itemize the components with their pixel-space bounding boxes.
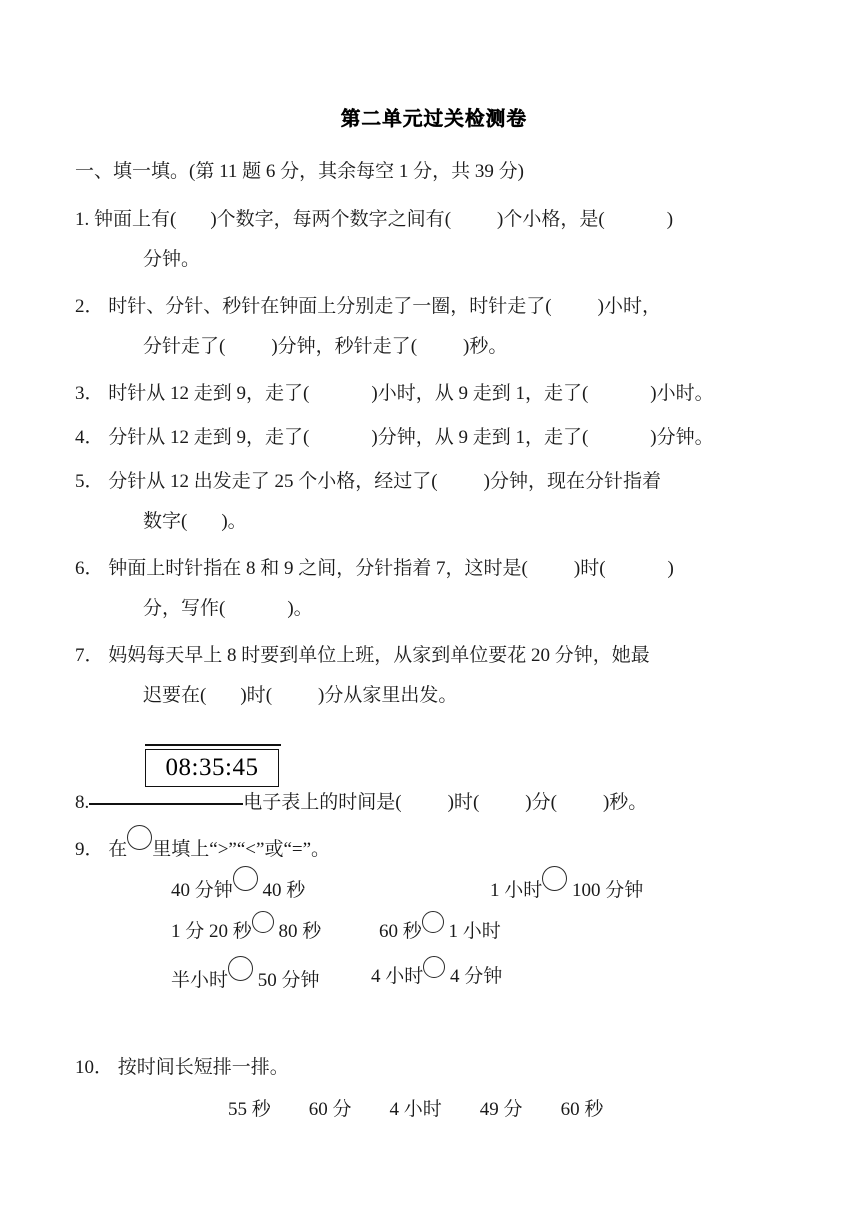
question-5-text-a: 分针从 12 出发走了 25 个小格，经过了: [108, 471, 432, 492]
question-8-text-a: 电子表上的时间是: [243, 792, 396, 813]
comparison-right-value: 40 秒: [262, 880, 306, 901]
question-7-line-2: [75, 682, 775, 722]
question-6-text-a: 钟面上时针指在 8 和 9 之间，分针指着 7，这时是: [108, 558, 522, 579]
comparison-left-value: 60 秒: [379, 921, 422, 942]
question-10-number: 10．: [75, 1057, 114, 1078]
comparison-pair: [171, 866, 305, 902]
question-4: [75, 424, 775, 464]
comparison-circle[interactable]: [423, 956, 445, 978]
answer-blank[interactable]: [599, 555, 674, 582]
digital-clock-display: 08:35:45: [145, 749, 279, 787]
answer-blank[interactable]: [522, 555, 581, 582]
question-6-text-d: 。: [293, 598, 313, 619]
question-3-line-1: [75, 380, 775, 420]
answer-blank[interactable]: [395, 789, 454, 816]
question-4-text-c: 分钟。: [656, 427, 714, 448]
comparison-pair: [490, 866, 643, 902]
question-2-number: 2．: [75, 296, 104, 317]
question-5-text-d: 。: [227, 511, 247, 532]
comparison-pair: [171, 956, 320, 992]
question-4-text-b: 分钟，从 9 走到 1，走了: [377, 427, 582, 448]
clock-top-rule: [145, 744, 281, 746]
time-value: 60 分: [308, 1099, 352, 1120]
question-10: [75, 1054, 289, 1081]
question-10-prompt: 按时间长短排一排。: [117, 1057, 289, 1078]
comparison-rows: [75, 866, 775, 1001]
question-8: [75, 789, 647, 816]
question-3-text-c: 小时。: [656, 383, 714, 404]
answer-blank[interactable]: [551, 789, 610, 816]
question-6: [75, 555, 775, 635]
question-5-line-2: [75, 508, 775, 548]
question-1-line-2: 分钟。: [143, 249, 201, 270]
comparison-left-value: 1 分 20 秒: [171, 921, 252, 942]
comparison-circle[interactable]: [228, 956, 253, 981]
question-2-text-a: 时针、分针、秒针在钟面上分别走了一圈，时针走了: [108, 296, 546, 317]
question-7-line-1: [75, 642, 775, 682]
question-5: [75, 468, 775, 548]
question-2-text-b: 小时，: [603, 296, 661, 317]
question-4-text-a: 分针从 12 走到 9，走了: [108, 427, 304, 448]
circle-icon: [127, 825, 152, 850]
question-6-line-2: [75, 595, 775, 635]
answer-blank[interactable]: [303, 380, 378, 407]
comparison-circle[interactable]: [422, 911, 444, 933]
section-heading: 一、填一填。(第 11 题 6 分，其余每空 1 分，共 39 分): [75, 161, 524, 182]
comparison-circle[interactable]: [252, 911, 274, 933]
question-6-text-b: 时: [580, 558, 600, 579]
question-7-text-d: 分从家里出发。: [324, 685, 458, 706]
comparison-row: [75, 911, 775, 956]
digital-clock-figure: [145, 744, 281, 787]
answer-blank[interactable]: [303, 424, 378, 451]
question-2: [75, 293, 775, 373]
question-2-line-2: [75, 333, 775, 373]
answer-blank[interactable]: [582, 424, 657, 451]
answer-blank[interactable]: [266, 682, 325, 709]
answer-blank[interactable]: [582, 380, 657, 407]
question-6-text-c: 分，写作: [143, 598, 220, 619]
question-9-number: 9．: [75, 839, 104, 860]
question-5-line-1: [75, 468, 775, 508]
comparison-left-value: 4 小时: [371, 966, 424, 987]
question-6-number: 6．: [75, 558, 104, 579]
answer-blank[interactable]: [598, 206, 673, 233]
question-3-text-b: 小时，从 9 走到 1，走了: [377, 383, 582, 404]
time-value: 49 分: [479, 1099, 523, 1120]
question-3: [75, 380, 775, 420]
answer-blank[interactable]: [411, 333, 470, 360]
clock-baseline-rule: [89, 792, 243, 805]
answer-blank[interactable]: [219, 333, 278, 360]
question-8-text-d: 秒。: [609, 792, 648, 813]
comparison-right-value: 100 分钟: [572, 880, 644, 901]
question-2-text-c: 分针走了: [143, 336, 220, 357]
question-8-number: 8.: [75, 792, 90, 813]
comparison-right-value: 50 分钟: [257, 970, 320, 991]
question-8-text-c: 分: [531, 792, 551, 813]
question-7: [75, 642, 775, 722]
answer-blank[interactable]: [200, 682, 247, 709]
question-9-text-b: 里填上“>”“<”或“=”。: [152, 839, 331, 860]
question-1-line-1: [75, 206, 775, 246]
comparison-circle[interactable]: [233, 866, 258, 891]
comparison-left-value: 半小时: [171, 970, 229, 991]
answer-blank[interactable]: [170, 206, 217, 233]
question-10-values: [228, 1094, 603, 1121]
question-2-text-d: 分钟，秒针走了: [277, 336, 411, 357]
question-9-text-a: 在: [108, 839, 128, 860]
comparison-pair: [379, 911, 501, 943]
question-3-number: 3．: [75, 383, 104, 404]
comparison-left-value: 1 小时: [490, 880, 543, 901]
question-2-text-e: 秒。: [469, 336, 508, 357]
comparison-right-value: 1 小时: [448, 921, 501, 942]
question-7-text-b: 迟要在: [143, 685, 201, 706]
answer-blank[interactable]: [431, 468, 490, 495]
question-1-number: 1.: [75, 209, 90, 230]
comparison-left-value: 40 分钟: [171, 880, 233, 901]
question-1-text-a: 钟面上有: [94, 209, 171, 230]
answer-blank[interactable]: [545, 293, 604, 320]
question-9-line-1: [75, 825, 775, 865]
comparison-right-value: 4 分钟: [450, 966, 503, 987]
question-4-number: 4．: [75, 427, 104, 448]
comparison-row: [75, 956, 775, 1001]
question-4-line-1: [75, 424, 775, 464]
question-5-text-c: 数字: [143, 511, 182, 532]
question-6-line-1: [75, 555, 775, 595]
time-value: 4 小时: [389, 1099, 442, 1120]
question-7-number: 7．: [75, 645, 104, 666]
time-value: 60 秒: [560, 1099, 604, 1120]
question-7-text-a: 妈妈每天早上 8 时要到单位上班，从家到单位要花 20 分钟，她最: [108, 645, 650, 666]
answer-blank[interactable]: [181, 508, 228, 535]
comparison-circle[interactable]: [542, 866, 567, 891]
answer-blank[interactable]: [473, 789, 532, 816]
question-1-text-b: 个数字，每两个数字之间有: [216, 209, 445, 230]
question-1-text-c: 个小格，是: [503, 209, 599, 230]
question-8-text-b: 时: [453, 792, 473, 813]
question-7-text-c: 时: [246, 685, 266, 706]
question-5-number: 5．: [75, 471, 104, 492]
time-value: 55 秒: [228, 1099, 271, 1120]
comparison-pair: [371, 956, 502, 988]
comparison-right-value: 80 秒: [278, 921, 322, 942]
comparison-row: [75, 866, 775, 911]
question-3-text-a: 时针从 12 走到 9，走了: [108, 383, 304, 404]
question-2-line-1: [75, 293, 775, 333]
page-title: 第二单元过关检测卷: [340, 107, 528, 130]
comparison-pair: [171, 911, 321, 943]
question-5-text-b: 分钟，现在分针指着: [489, 471, 661, 492]
question-9: [75, 825, 775, 865]
answer-blank[interactable]: [445, 206, 504, 233]
answer-blank[interactable]: [219, 595, 294, 622]
question-1: [75, 206, 775, 286]
